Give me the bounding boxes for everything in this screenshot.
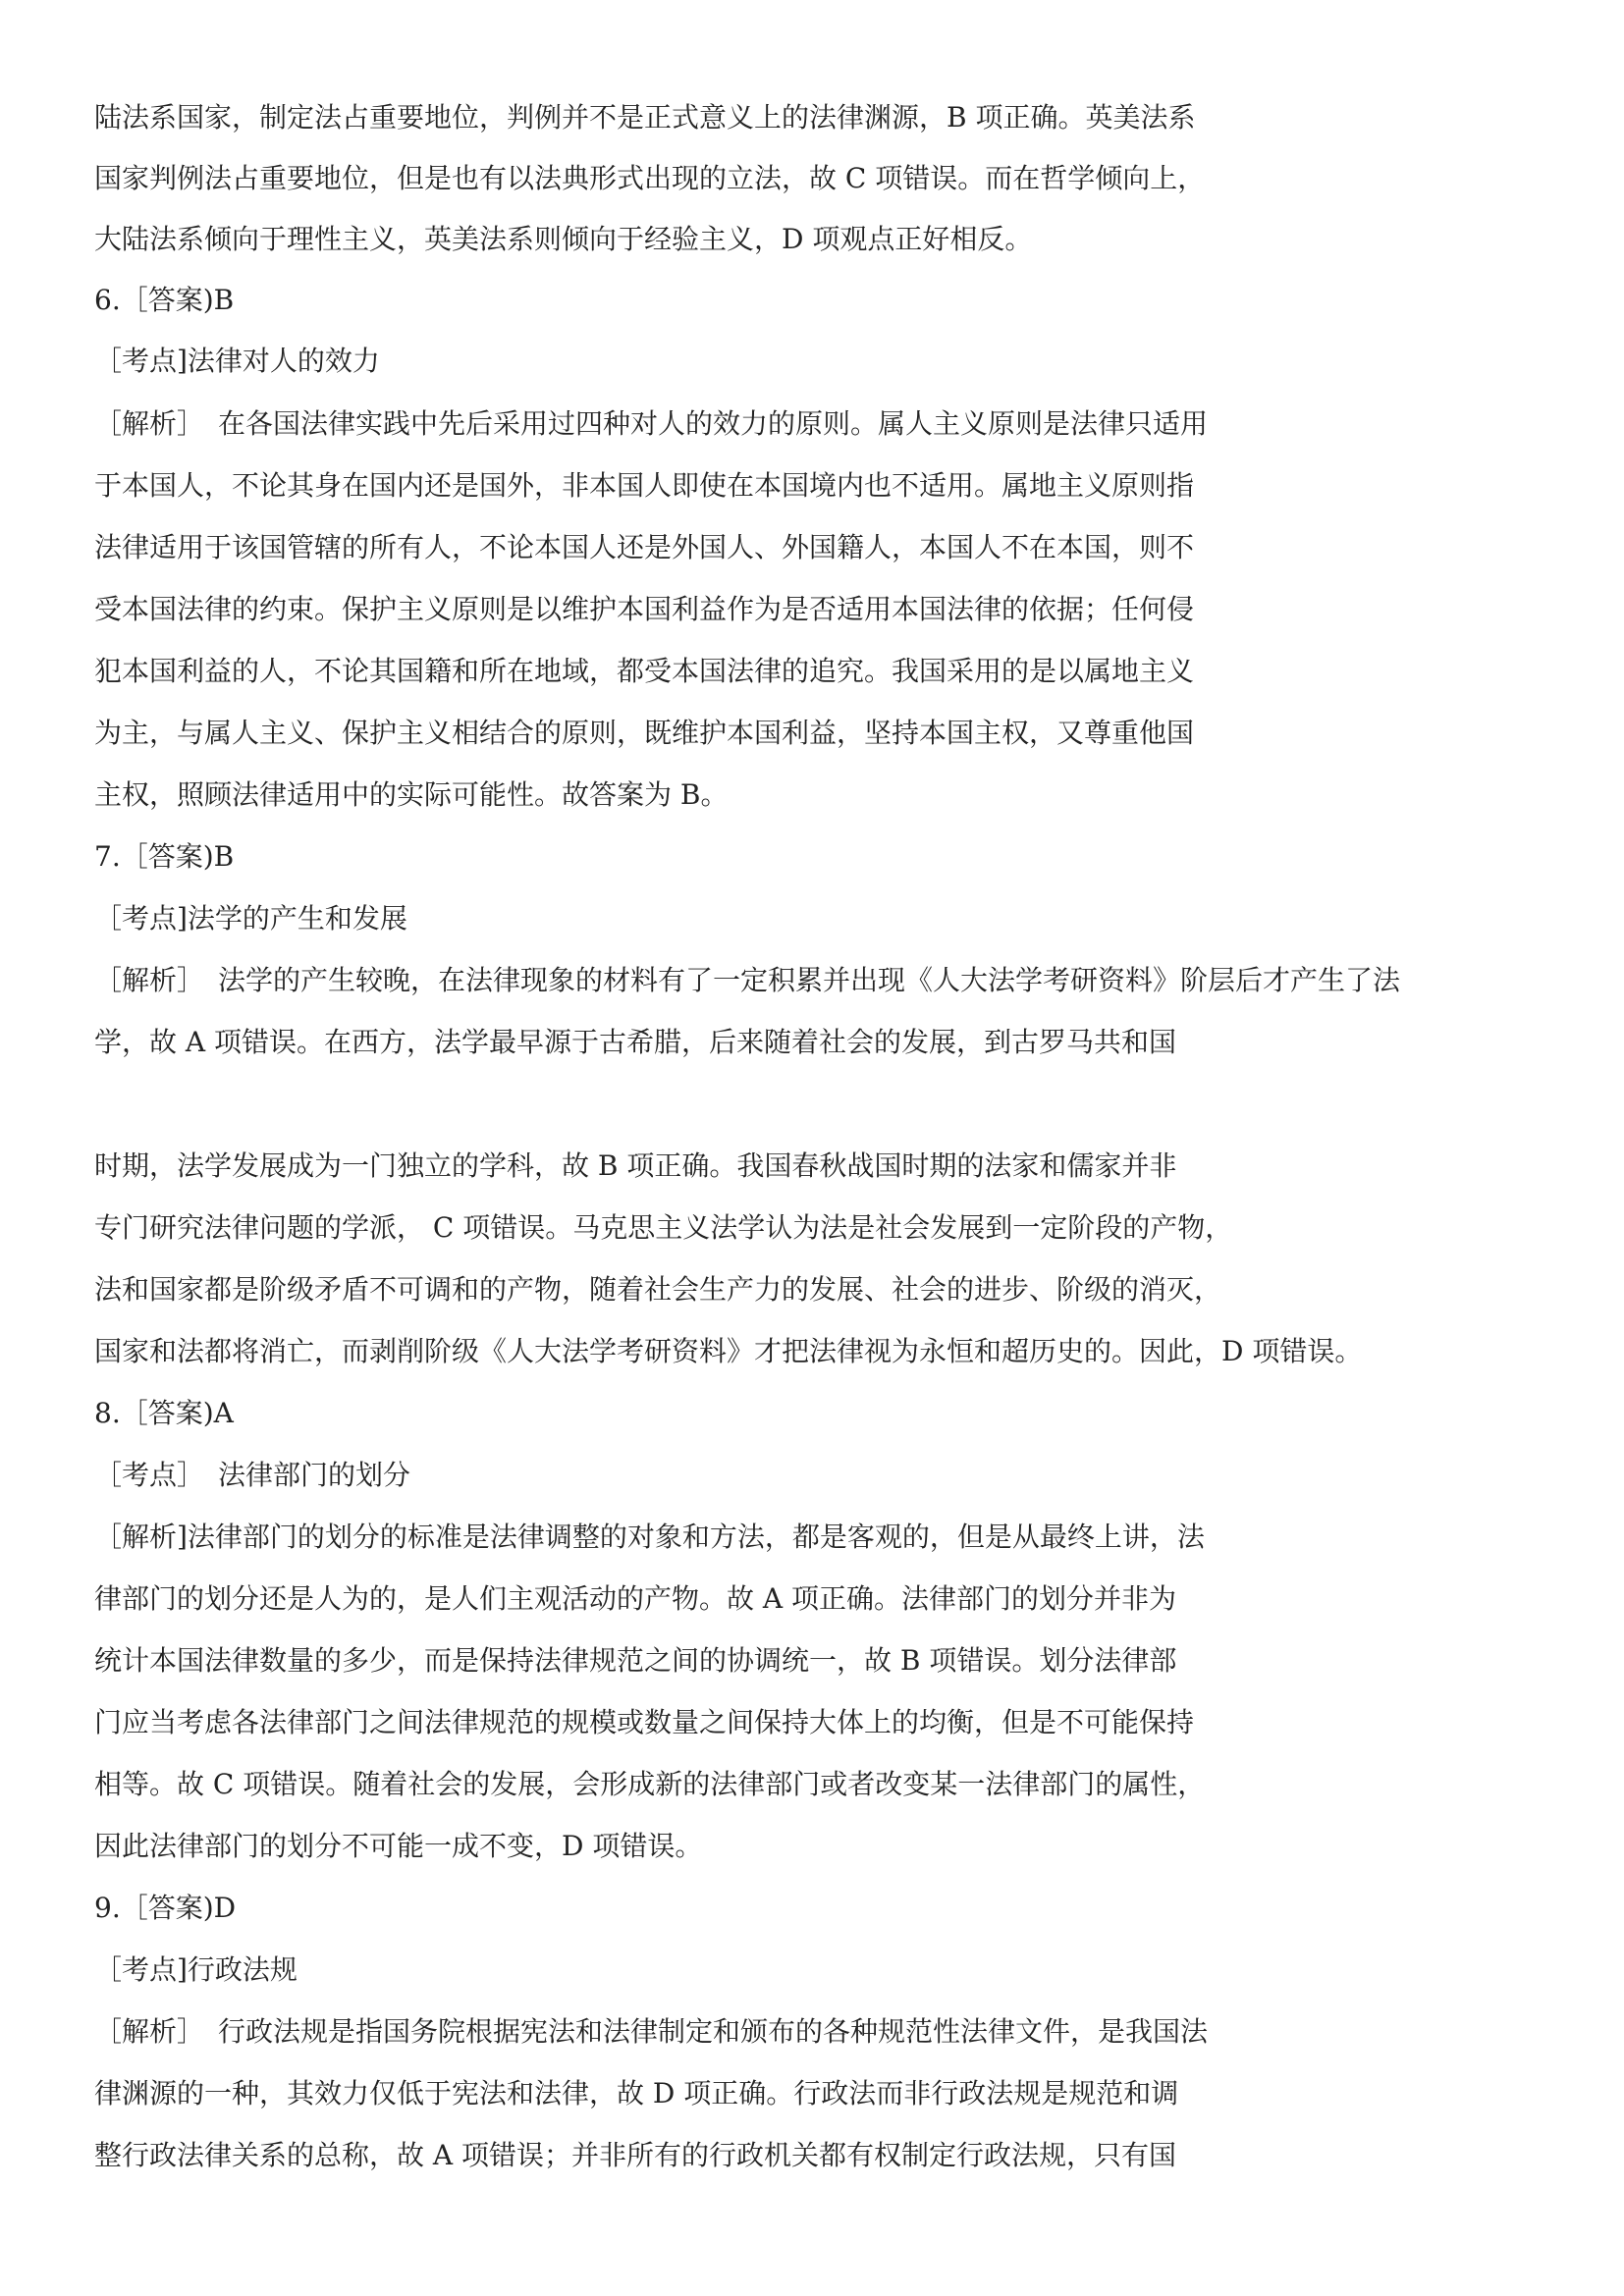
analysis-line: ［解析］ 在各国法律实践中先后采用过四种对人的效力的原则。属人主义原则是法律只适用 — [94, 407, 1209, 440]
answer-heading: 7.［答案)B — [94, 840, 235, 873]
topic-heading: ［考点]行政法规 — [94, 1953, 298, 1986]
text-line: 相等。故 C 项错误。随着社会的发展，会形成新的法律部门或者改变某一法律部门的属性， — [94, 1768, 1206, 1800]
analysis-line: ［解析］ 行政法规是指国务院根据宪法和法律制定和颁布的各种规范性法律文件，是我国法 — [94, 2015, 1209, 2048]
text-line: 律渊源的一种，其效力仅低于宪法和法律，故 D 项正确。行政法而非行政法规是规范和调 — [94, 2077, 1179, 2109]
text-line: 统计本国法律数量的多少，而是保持法律规范之间的协调统一，故 B 项错误。划分法律部 — [94, 1644, 1177, 1677]
answer-heading: 6.［答案)B — [94, 284, 235, 316]
topic-heading: ［考点］ 法律部门的划分 — [94, 1459, 411, 1491]
topic-heading: ［考点]法学的产生和发展 — [94, 902, 407, 934]
text-line: 为主，与属人主义、保护主义相结合的原则，既维护本国利益，坚持本国主权，又尊重他国 — [94, 717, 1195, 749]
text-line: 法律适用于该国管辖的所有人，不论本国人还是外国人、外国籍人，本国人不在本国，则不 — [94, 531, 1195, 563]
answer-heading: 9.［答案)D — [94, 1892, 237, 1924]
text-line: 受本国法律的约束。保护主义原则是以维护本国利益作为是否适用本国法律的依据；任何侵 — [94, 593, 1195, 625]
text-line: 国家判例法占重要地位，但是也有以法典形式出现的立法，故 C 项错误。而在哲学倾向上， — [94, 162, 1206, 194]
analysis-line: ［解析]法律部门的划分的标准是法律调整的对象和方法，都是客观的，但是从最终上讲，法 — [94, 1521, 1205, 1553]
answer-heading: 8.［答案)A — [94, 1397, 234, 1429]
analysis-line: ［解析］ 法学的产生较晚，在法律现象的材料有了一定积累并出现《人大法学考研资料》阶层后才产生了法 — [94, 964, 1401, 996]
text-line: 陆法系国家，制定法占重要地位，判例并不是正式意义上的法律渊源，B 项正确。英美法系 — [94, 101, 1196, 133]
text-line: 律部门的划分还是人为的，是人们主观活动的产物。故 A 项正确。法律部门的划分并非为 — [94, 1582, 1177, 1615]
text-line: 门应当考虑各法律部门之间法律规范的规模或数量之间保持大体上的均衡，但是不可能保持 — [94, 1706, 1195, 1738]
text-line: 国家和法都将消亡，而剥削阶级《人大法学考研资料》才把法律视为永恒和超历史的。因此，D 项错误。 — [94, 1335, 1363, 1367]
text-line: 犯本国利益的人，不论其国籍和所在地域，都受本国法律的追究。我国采用的是以属地主义 — [94, 655, 1195, 687]
text-line: 大陆法系倾向于理性主义，英美法系则倾向于经验主义，D 项观点正好相反。 — [94, 223, 1033, 255]
text-line: 法和国家都是阶级矛盾不可调和的产物，随着社会生产力的发展、社会的进步、阶级的消灭， — [94, 1273, 1222, 1306]
text-line: 时期，法学发展成为一门独立的学科，故 B 项正确。我国春秋战国时期的法家和儒家并非 — [94, 1149, 1177, 1182]
text-line: 主权，照顾法律适用中的实际可能性。故答案为 B。 — [94, 778, 729, 811]
text-line: 因此法律部门的划分不可能一成不变，D 项错误。 — [94, 1830, 703, 1862]
text-line: 学，故 A 项错误。在西方，法学最早源于古希腊，后来随着社会的发展，到古罗马共和国 — [94, 1026, 1177, 1058]
text-line: 专门研究法律问题的学派， C 项错误。马克思主义法学认为法是社会发展到一定阶段的产物， — [94, 1211, 1233, 1244]
text-line: 整行政法律关系的总称，故 A 项错误；并非所有的行政机关都有权制定行政法规，只有国 — [94, 2139, 1177, 2171]
topic-heading: ［考点]法律对人的效力 — [94, 345, 380, 377]
text-line: 于本国人，不论其身在国内还是国外，非本国人即使在本国境内也不适用。属地主义原则指 — [94, 469, 1195, 502]
